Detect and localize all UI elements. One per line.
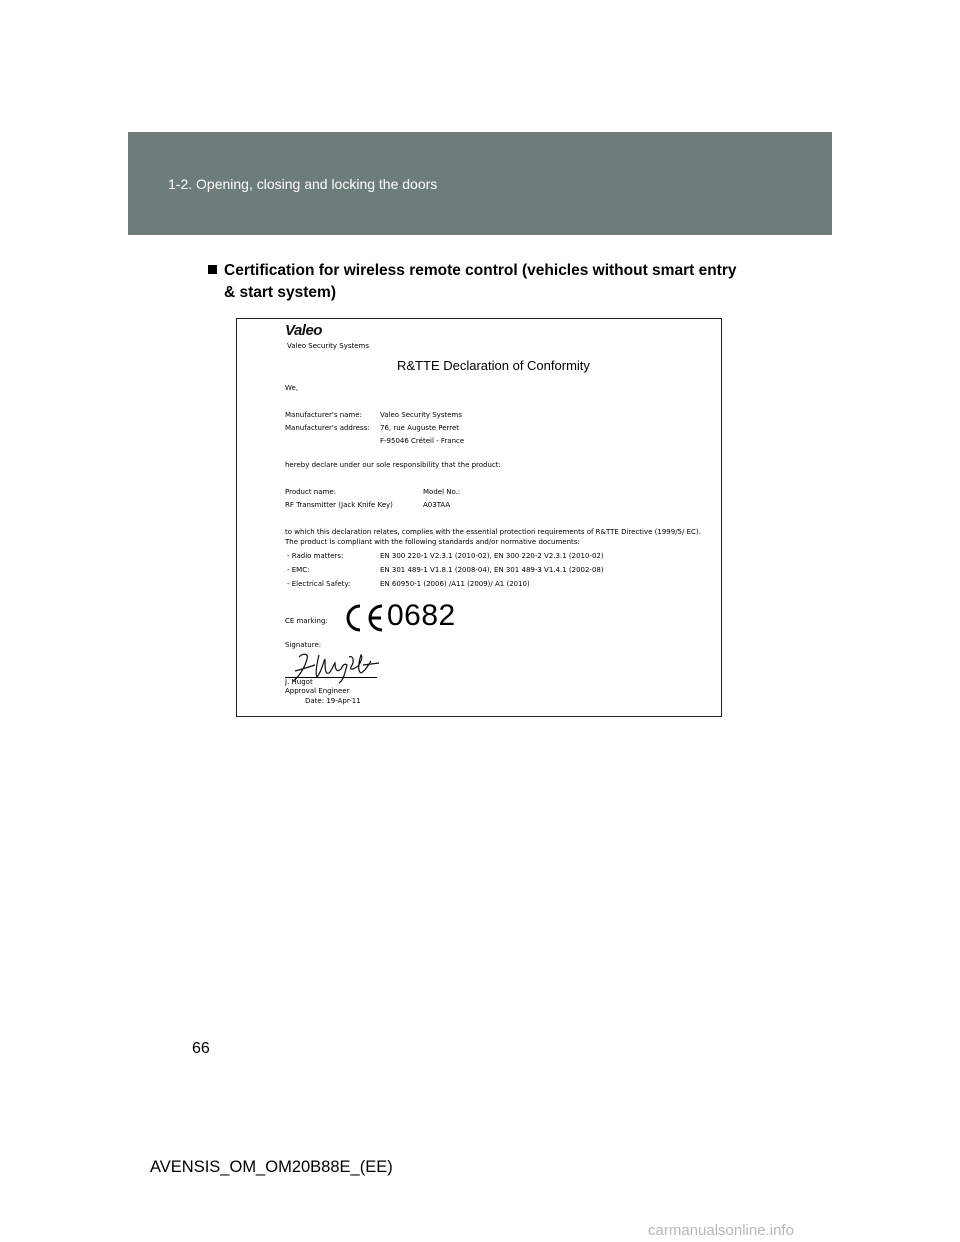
signer-title: Approval Engineer: [285, 687, 350, 695]
signature-label: Signature:: [285, 641, 322, 649]
hereby-text: hereby declare under our sole responsibility that the product:: [285, 461, 501, 469]
we-text: We,: [285, 384, 299, 392]
product-name-value: RF Transmitter (Jack Knife Key): [285, 501, 393, 509]
section-title: 1-2. Opening, closing and locking the doors: [168, 176, 438, 192]
model-no-value: A03TAA: [423, 501, 451, 509]
declaration-document: [236, 318, 722, 717]
ce-marking-label: CE marking:: [285, 617, 328, 625]
standard-label: - EMC:: [287, 566, 310, 574]
declaration-date: Date: 19-Apr-11: [305, 697, 361, 705]
manufacturer-address-line1: 76, rue Auguste Perret: [380, 424, 460, 432]
standard-label: - Electrical Safety:: [287, 580, 351, 588]
standard-value: EN 60950-1 (2006) /A11 (2009)/ A1 (2010): [380, 580, 530, 588]
company-subtitle: Valeo Security Systems: [287, 342, 370, 350]
manufacturer-address-line2: F-95046 Créteil - France: [380, 437, 465, 445]
compliance-line-1: to which this declaration relates, complies with the essential protection requirements of R&TTE Directive (1999/5/ EC).: [285, 528, 701, 536]
ce-notified-body-number: 0682: [387, 599, 456, 632]
manufacturer-address-label: Manufacturer's address:: [285, 424, 370, 432]
manufacturer-name-value: Valeo Security Systems: [380, 411, 463, 419]
watermark: carmanualsonline.info: [648, 1222, 794, 1239]
standard-value: EN 300 220-1 V2.3.1 (2010-02), EN 300 220-2 V2.3.1 (2010-02): [380, 552, 604, 560]
heading-line-2: & start system): [224, 284, 336, 301]
document-code: AVENSIS_OM_OM20B88E_(EE): [150, 1158, 393, 1176]
declaration-title: R&TTE Declaration of Conformity: [397, 358, 590, 373]
model-no-label: Model No.:: [423, 488, 461, 496]
compliance-line-2: The product is compliant with the following standards and/or normative documents:: [285, 538, 580, 546]
page-number: 66: [192, 1040, 210, 1057]
heading-line-1: Certification for wireless remote control (vehicles without smart entry: [224, 262, 737, 279]
ce-mark-icon: [342, 603, 386, 633]
standard-value: EN 301 489-1 V1.8.1 (2008-04), EN 301 489-3 V1.4.1 (2002-08): [380, 566, 604, 574]
valeo-logo: Valeo: [285, 322, 322, 339]
signer-name: J. Hugot: [285, 678, 313, 686]
square-bullet-icon: [208, 265, 217, 274]
manufacturer-name-label: Manufacturer's name:: [285, 411, 362, 419]
product-name-label: Product name:: [285, 488, 337, 496]
standard-label: - Radio matters:: [287, 552, 344, 560]
